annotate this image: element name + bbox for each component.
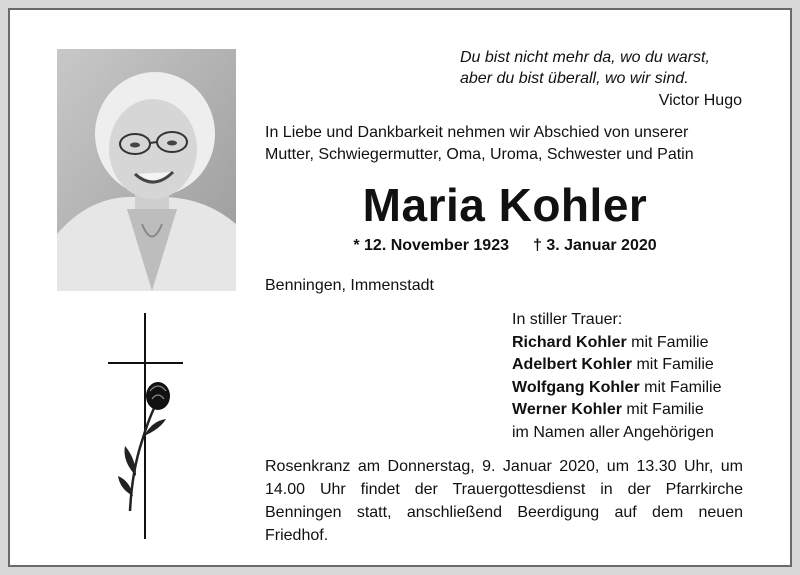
mourners-block <box>512 309 721 444</box>
mourners-heading: In stiller Trauer: <box>512 311 623 328</box>
place-of-residence: Benningen, Immenstadt <box>265 277 434 294</box>
quote-line-1: Du bist nicht mehr da, wo du warst, <box>460 49 710 66</box>
mourner-entry: Richard Kohler mit Familie <box>512 333 709 351</box>
quote-block <box>440 47 742 111</box>
quote-author: Victor Hugo <box>658 92 742 109</box>
death-date: † 3. Januar 2020 <box>533 237 657 254</box>
life-dates <box>265 237 745 255</box>
quote-line-2: aber du bist überall, wo wir sind. <box>460 70 689 87</box>
mourner-entry: Wolfgang Kohler mit Familie <box>512 378 722 396</box>
mourners-closing: im Namen aller Angehörigen <box>512 423 714 441</box>
deceased-name: Maria Kohler <box>362 179 648 231</box>
funeral-service-info: Rosenkranz am Donnerstag, 9. Januar 2020, um 13.30 Uhr, um 14.00 Uhr findet der Trauergottesdienst in der Pfarrkirche Benningen statt, anschließend Beerdigung auf dem neuen Friedhof. <box>265 458 743 544</box>
portrait-photo <box>57 49 236 291</box>
birth-date: * 12. November 1923 <box>353 237 509 254</box>
mourner-entry: Werner Kohler mit Familie <box>512 401 704 418</box>
intro-line-2: Mutter, Schwiegermutter, Oma, Uroma, Schwester und Patin <box>265 146 694 163</box>
intro-text <box>265 122 745 166</box>
intro-line-1: In Liebe und Dankbarkeit nehmen wir Abschied von unserer <box>265 124 689 141</box>
mourner-entry: Adelbert Kohler mit Familie <box>512 356 714 373</box>
cross-with-rose-icon <box>100 311 200 541</box>
